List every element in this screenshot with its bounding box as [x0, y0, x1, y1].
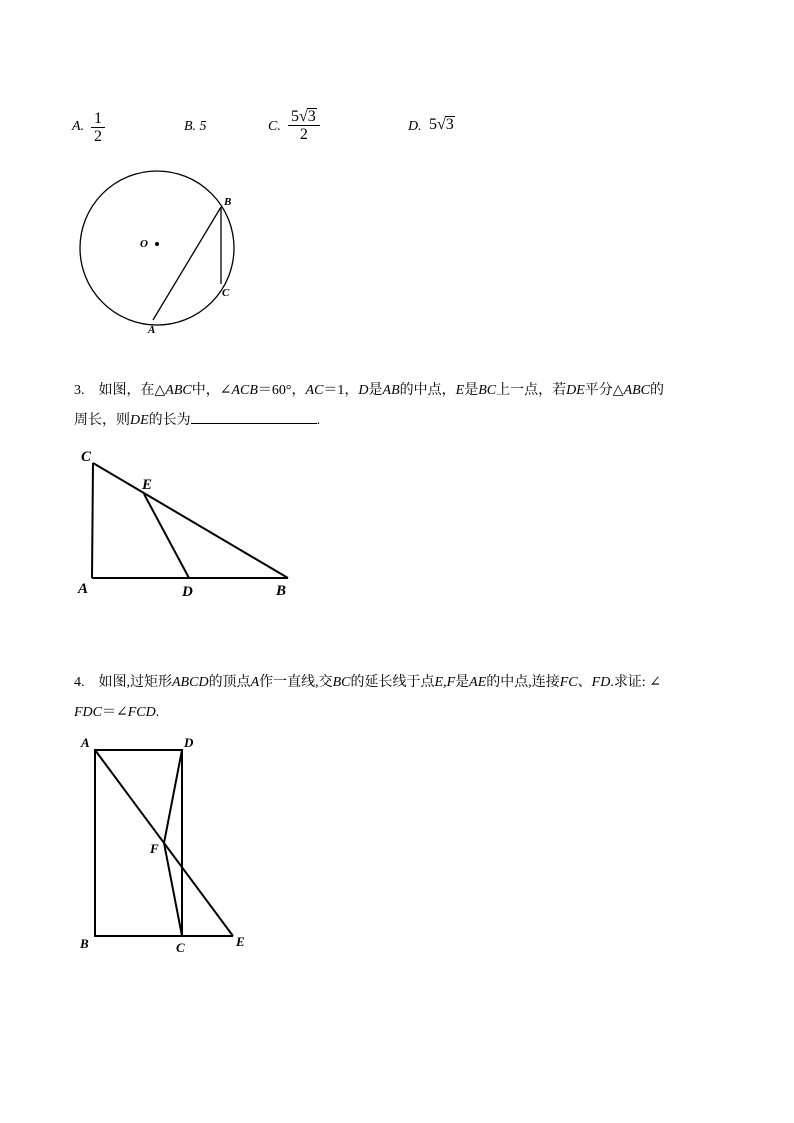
label-b: B — [80, 936, 89, 951]
triangle-figure — [70, 440, 310, 610]
side-ca — [92, 463, 93, 578]
label-a: A — [148, 324, 156, 336]
label-d: D — [182, 584, 193, 600]
label-a: A — [78, 581, 89, 597]
label-c: C — [81, 449, 92, 465]
q4-line-2: FDC＝∠FCD. — [74, 705, 160, 720]
options-row — [0, 0, 794, 160]
label-c: C — [176, 940, 185, 955]
option-d-label: D. — [408, 119, 422, 134]
question-4 — [74, 668, 734, 728]
option-c-numerator: 5√3 — [288, 108, 320, 126]
circle-o — [80, 171, 234, 325]
label-e: E — [142, 477, 153, 493]
label-b: B — [276, 583, 287, 599]
label-d: D — [184, 735, 194, 750]
label-f: F — [150, 841, 159, 856]
label-c: C — [222, 287, 230, 299]
answer-blank[interactable] — [191, 409, 317, 424]
option-c-label: C. — [268, 119, 281, 134]
q3-line-2: 周长，则DE的长为 . — [74, 406, 734, 436]
center-point — [155, 242, 159, 246]
option-c-denominator: 2 — [299, 126, 308, 143]
label-a: A — [81, 735, 90, 750]
q4-number: 4. — [74, 675, 85, 690]
q3-line-1: 3. 如图，在△ABC中，∠ACB＝60°，AC＝1，D是AB的中点，E是BC上一点，若DE平分△ABC的 — [74, 383, 665, 398]
side-cb — [93, 463, 288, 578]
question-3 — [74, 376, 734, 436]
label-o: O — [140, 238, 148, 250]
option-b-text: B. 5 — [184, 119, 207, 134]
option-a-fraction — [91, 110, 105, 145]
label-e: E — [236, 934, 245, 949]
option-c-fraction — [288, 108, 320, 143]
rectangle-abcd — [95, 750, 182, 936]
option-d-value: 5√3 — [429, 116, 454, 133]
circle-figure — [70, 160, 250, 340]
rectangle-figure — [70, 730, 260, 960]
option-a-numerator: 1 — [91, 110, 105, 128]
option-a-denominator: 2 — [94, 128, 102, 145]
segment-fc — [164, 843, 182, 936]
label-b: B — [224, 196, 232, 208]
option-a-label: A. — [72, 119, 85, 134]
radical-sign: √ — [437, 116, 446, 133]
q3-number: 3. — [74, 383, 85, 398]
q4-line-1: 4. 如图,过矩形ABCD的顶点A作一直线,交BC的延长线于点E,F是AE的中点,连接FC、FD.求证: ∠ — [74, 675, 661, 690]
segment-fd — [164, 750, 182, 843]
radical-sign: √ — [299, 108, 308, 125]
